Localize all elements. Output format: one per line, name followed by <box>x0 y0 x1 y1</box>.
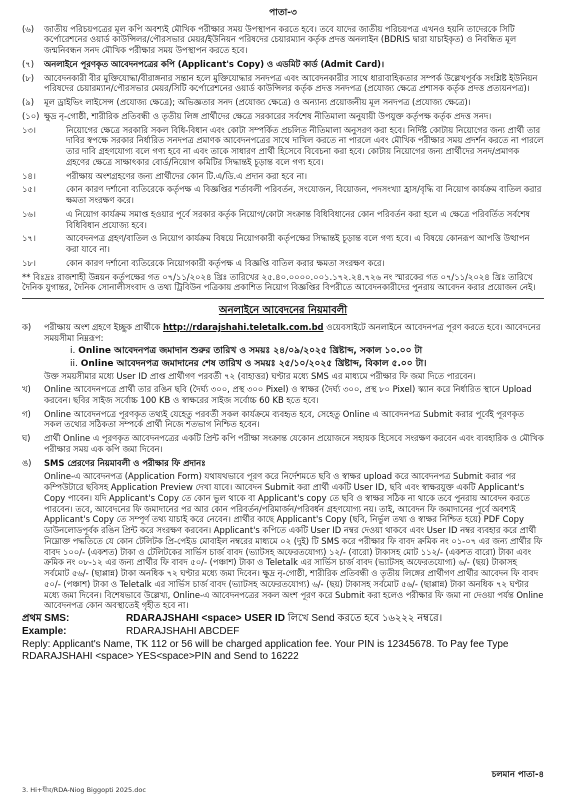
rule-text: Online আবেদনপত্রে প্রার্থী তার রঙিন ছবি (দৈর্ঘ্য ৩০০, প্রস্থ ৩০০ Pixel) ও স্বাক্ষর (দৈর্ঘ্য ৩০০, প্রস্থ ৮০ Pixel) স্ক্যান করে নির্ধারিত স্থানে Upload করবেন। ছবির সাইজ সর্বোচ্চ 100 KB ও স্বাক্ষরের সাইজ সর্বোচ্চ 60 KB হতে হবে। <box>44 384 532 405</box>
list-item <box>22 97 544 108</box>
first-sms-row <box>22 613 544 626</box>
list-item <box>22 73 544 95</box>
rule-text: Online আবেদনপত্রে পূরণকৃত তথ্যই যেহেতু পরবর্তী সকল কার্যক্রমে ব্যবহৃত হবে, সেহেতু Online এ আবেদনপত্র Submit করার পূর্বেই পূরণকৃত সকল তথ্যের সঠিকতা সম্পর্কে প্রার্থী নিজে শতভাগ নিশ্চিত হবেন। <box>44 408 524 430</box>
rule-text-part: ওয়েবসাইটে অনলাইনে আবেদনপত্র পূরণ করতে হবে। আবেদনের সময়সীমা নিম্নরূপ: <box>44 321 541 343</box>
clause-item <box>22 258 544 269</box>
online-rule-item <box>22 322 544 344</box>
online-rule-item <box>22 409 544 431</box>
list-item-text: অনলাইনে পূরণকৃত আবেদনপত্রের কপি (Applicant's Copy) ও এডমিট কার্ড (Admit Card)। <box>44 58 385 69</box>
section-divider <box>22 298 544 299</box>
clause-text: আবেদনপত্র গ্রহণ/বাতিল ও নিয়োগ কার্যক্রম বিষয়ে নিয়োগকারী কর্তৃপক্ষের সিদ্ধান্তই চূড়ান্ত বলে গণ্য হবে। এ বিষয়ে কোনরূপ আপত্তি উত্থাপন করা যাবে না। <box>66 233 530 255</box>
rule-text <box>44 322 544 344</box>
rule-label: ঙ) <box>22 457 32 468</box>
rule-text-part: পরীক্ষায় অংশ গ্রহণে ইচ্ছুক প্রার্থীকে <box>44 321 161 332</box>
rule-text: প্রার্থী Online এ পূরণকৃত আবেদনপত্রের একটি প্রিন্ট কপি পরীক্ষা সংক্রান্ত যেকোন প্রয়োজনে সহায়ক হিসেবে সংরক্ষণ করবেন এবং ব্যবহারিক ও মৌখিক পরীক্ষার সময় এক কপি জমা দিবেন। <box>44 433 544 454</box>
sub-text: Online আবেদনপত্র জমাদানের শেষ তারিখ ও সময়ঃ ২৫/১০/২০২৫ খ্রিষ্টাব্দ, বিকাল ৫.০০ টা। <box>80 358 427 369</box>
clause-item <box>22 171 544 182</box>
list-item-text: জাতীয় পরিচয়পত্রের মূল কপি অবশ্যই মৌখিক পরীক্ষার সময় উপস্থাপন করতে হবে। তবে যাদের জাতীয় পরিচয়পত্র এখনও হয়নি তাদেরকে সিটি কর্পোরেশনের ওয়ার্ড কাউন্সিলর/পৌরসভার মেয়র/ইউনিয়ন পরিষদের চেয়ারম্যান কর্তৃক প্রদত্ত অনলাইন (BDRIS দ্বারা যাচাইকৃত) ও নিবন্ধিত মূল জন্মনিবন্ধন সনদ মৌখিক পরীক্ষার সময় উপস্থাপন করতে হবে। <box>44 23 517 56</box>
clause-item <box>22 209 544 231</box>
sms-fee-instructions: Online-এ আবেদনপত্র (Application Form) যথাযথভাবে পূরণ করে নির্দেশমতে ছবি ও স্বাক্ষর upload করে আবেদনপত্র Submit করার পর কম্পিউটারে ছবিসহ Application Preview দেখা যাবে। আবেদন Submit করা প্রার্থী একটি User ID, ছবি এবং স্বাক্ষরযুক্ত একটি Applicant's Copy পাবেন। যদি Applicant's Copy তে কোন ভুল থাকে বা Applicant's copy তে ছবি ও স্বাক্ষর সঠিক না থাকে তবে পুনরায় আবেদন করতে পারবেন। তবে, আবেদনের ফি জমাদানের পর আর কোন পরিবর্তন/পরিমার্জন/পরিবর্ধন গ্রহণযোগ্য নয়। তাই, আবেদন ফি জমাদানের পূর্বে অবশ্যই Applicant's Copy তে সম্পূর্ণ তথ্য যাচাই করে নেবেন। প্রার্থীর কাছে Applicant's Copy (ছবি, নির্ভুল তথ্য ও স্বাক্ষর নিশ্চিত হয়ে) PDF Copy ডাউনলোডপূর্বক রঙিন প্রিন্ট করে সংরক্ষণ করবেন। Applicant's কপিতে একটি User ID নম্বর দেওয়া থাকবে এবং User ID নম্বর ব্যবহার করে প্রার্থী নিম্নোক্ত পদ্ধতিতে যে কোন টেলিটক প্রি-পেইড মোবাইল নম্বরের মাধ্যমে ০২ (দুই) টি SMS করে পরীক্ষার ফি বাবদ ক্রমিক নং ০১-০৭ এর জন্য প্রার্থীর ফি বাবদ ১০০/- (একশত) টাকা ও টেলিটকের সার্ভিস চার্জ বাবদ (ভ্যাটসহ অফেরতযোগ্য) ১২/- (বারো) টাকাসহ মোট ১১২/- (একশত বারো) টাকা এবং ক্রমিক নং ০৮-১২ এর জন্য প্রার্থীর ফি বাবদ ৫০/- (পঞ্চাশ) টাকা ও Teletalk এর সার্ভিস চার্জ বাবদ (ভ্যাটসহ অফেরতযোগ্য) ৬/- (ছয়) টাকাসহ সর্বমোট ৫৬/- (ছাপ্পান্ন) টাকা অনধিক ৭২ ঘণ্টার মধ্যে জমা দিবেন। ক্ষুদ্র নৃ-গোষ্ঠী, শারীরিক প্রতিবন্ধী ও তৃতীয় লিঙ্গের প্রার্থীগণ প্রার্থীর আবেদন ফি বাবদ ৫০/- (পঞ্চাশ) টাকা ও Teletalk এর সার্ভিস চার্জ বাবদ (ভ্যাটসহ অফেরতযোগ্য) ৬/- (ছয়) টাকাসহ সর্বমোট ৫৬/- (ছাপ্পান্ন) টাকা অনধিক ৭২ ঘণ্টার মধ্যে জমা দিবেন। বিশেষভাবে উল্লেখ্য, Online-এ আবেদনপত্রের সকল অংশ পূরণ করে Submit করা হলেও পরীক্ষার ফি জমা না দেওয়া পর্যন্ত Online আবেদনপত্র কোন অবস্থাতেই গৃহীত হবে না। <box>44 471 544 611</box>
list-item <box>22 111 544 122</box>
sub-text: Online আবেদনপত্র জমাদান শুরুর তারিখ ও সময়ঃ ২৪/০৯/২০২৫ খ্রিষ্টাব্দ, সকাল ১০.০০ টা <box>78 346 423 357</box>
online-rule-item <box>22 433 544 455</box>
rule-label: ক) <box>22 321 32 332</box>
application-end-time <box>70 359 544 371</box>
list-item-text: মূল ড্রাইভিং লাইসেন্স (প্রযোজ্য ক্ষেত্রে); অভিজ্ঞতার সনদ (প্রযোজ্য ক্ষেত্রে) ও অন্যান্য প্রয়োজনীয় মূল সনদপত্র (প্রযোজ্য ক্ষেত্রে)। <box>44 97 471 108</box>
reply-row <box>22 639 544 665</box>
list-item-text: আবেদনকারী বীর মুক্তিযোদ্ধা/বীরাঙ্গনার সন্তান হলে মুক্তিযোদ্ধার সনদপত্র এবং আবেদনকারীর সাথে ধারাবাহিকতার সম্পর্ক উল্লেখপূর্বক সংশ্লিষ্ট ইউনিয়ন পরিষদের চেয়ারম্যান/পৌরসভার মেয়র/সিটি কর্পোরেশনের ওয়ার্ড কাউন্সিলর কর্তৃক প্রদত্ত সনদপত্র (প্রযোজ্য ক্ষেত্রে প্রশাসক কর্তৃক প্রদত্ত প্রত্যয়নপত্র)। <box>44 72 538 94</box>
rule-label: খ) <box>22 384 31 395</box>
special-note: ** বিঃদ্রঃ রাজশাহী উন্নয়ন কর্তৃপক্ষের গত ০৭/১১/২০২৪ খ্রিঃ তারিখের ২৫.৪০.০০০০.০০১.১৭২.২৪.৭২৬ নং স্মারকের গত ০৭/১১/২০২৪ খ্রিঃ তারিখে দৈনিক যুগান্তর, দৈনিক সোনালীসংবাদ ও তথ্য ট্রিবিউন পত্রিকায় প্রকাশিত নিয়োগ বিজ্ঞপ্তির বিপরীতে আবেদনকারীদের পুনরায় আবেদন করার প্রয়োজন নেই। <box>22 271 536 293</box>
clause-item <box>22 233 544 255</box>
sms-instruction-block <box>22 613 544 664</box>
sub-label: i. <box>70 346 76 357</box>
sms-command: RDARAJSHAHI <space> USER ID <box>126 613 285 625</box>
numbered-clauses <box>22 125 544 269</box>
list-item-label: (৮) <box>22 72 34 83</box>
clause-item <box>22 125 544 168</box>
online-rule-item <box>22 384 544 406</box>
clause-number: ১৮। <box>22 257 36 268</box>
clause-text: কোন কারণ দর্শানো ব্যতিরেকে কর্তৃপক্ষ এ বিজ্ঞপ্তির শর্তাবলী পরিবর্তন, সংযোজন, বিয়োজন, পদসংখ্যা হ্রাস/বৃদ্ধি বা নিয়োগ কার্যক্রম বাতিল করার ক্ষমতা সংরক্ষণ করে। <box>66 184 542 206</box>
clause-text: পরীক্ষায় অংশগ্রহণের জন্য প্রার্থীদের কোন টি.এ/ডি.এ প্রদান করা হবে না। <box>66 170 308 181</box>
clause-text: নিয়োগের ক্ষেত্রে সরকারি সকল বিধি-বিধান এবং কোটা সম্পর্কিত প্রচলিত নীতিমালা অনুসরণ করা হবে। নির্দিষ্ট কোটায় নিয়োগের জন্য প্রার্থী তার দাবির স্বপক্ষে সরকার নির্ধারিত সনদপত্র প্রমাণক আবেদনপত্রের সাথে দাখিল করতে না পারলে এবং মৌখিক পরীক্ষার সময় প্রদর্শন করতে না পারলে তার দাবি গ্রহণযোগ্য বলে গণ্য হবে না এবং তাকে সাধারণ প্রার্থী হিসেবে বিবেচনা করা হবে। কোটায় নিয়োগের জন্য প্রার্থীদের সনদ/প্রমাণক গ্রহণের ক্ষেত্রে সাক্ষাৎকার বোর্ড/নিয়োগ কমিটির সিদ্ধান্তই চূড়ান্ত বলে গণ্য হবে। <box>66 124 544 167</box>
application-start-time <box>70 346 544 358</box>
fee-window-note: উক্ত সময়সীমার মধ্যে User ID প্রাপ্ত প্রার্থীগণ পরবর্তী ৭২ (বাহাত্তর) ঘণ্টার মধ্যে SMS এর মাধ্যমে পরীক্ষার ফি জমা দিতে পারবেন। <box>44 371 476 382</box>
clause-item <box>22 184 544 206</box>
rule-label: গ) <box>22 408 31 419</box>
first-sms-command <box>126 613 544 626</box>
list-item <box>22 24 544 56</box>
clause-text: এ নিয়োগ কার্যক্রম সমাপ্ত হওয়ার পূর্বে সরকার কর্তৃক নিয়োগ/কোটা সংক্রান্ত বিধিবিধানের কোন পরিবর্তন করা হলে এ ক্ষেত্রে পরিবর্তিত সর্বশেষ বিধিবিধান প্রযোজ্য হবে। <box>66 208 530 230</box>
rule-text: SMS প্রেরণের নিয়মাবলী ও পরীক্ষার ফি প্রদানঃ <box>44 457 206 468</box>
list-item-label: (৯) <box>22 97 34 108</box>
document-list-top <box>22 24 544 122</box>
clause-number: ১৫। <box>22 184 36 195</box>
online-rule-item <box>22 458 544 469</box>
list-item <box>22 59 544 70</box>
application-website-link[interactable]: http://rdarajshahi.teletalk.com.bd <box>162 321 324 332</box>
reply-text: Reply: Applicant's Name, TK 112 or 56 will be charged application fee. Your PIN is 12345678. To Pay fee Type RDARAJSHAHI <space> YES<space>PIN and Send to 16222 <box>22 638 509 663</box>
example-value: RDARAJSHAHI ABCDEF <box>126 625 240 637</box>
online-application-heading: অনলাইনে আবেদনের নিয়মাবলী <box>218 305 348 317</box>
clause-text: কোন কারণ দর্শানো ব্যতিরেকে নিয়োগকারী কর্তৃপক্ষ এ বিজ্ঞপ্তি বাতিল করার ক্ষমতা সংরক্ষণ করে। <box>66 257 385 268</box>
continued-page-label: চলমান পাতা-৪ <box>491 770 544 780</box>
footer-file-path: 3. Hi+ধীর/RDA-Niog Biggopti 2025.doc <box>22 786 146 794</box>
clause-number: ১৭। <box>22 233 36 244</box>
sms-send-to: লিখে Send করতে হবে ১৬২২২ নম্বরে। <box>287 613 443 625</box>
clause-number: ১৪। <box>22 170 36 181</box>
clause-number: ১৬। <box>22 208 36 219</box>
sub-label: ii. <box>70 358 78 369</box>
rule-label: ঘ) <box>22 433 31 444</box>
example-row <box>22 626 544 639</box>
page-number: পাতা-৩ <box>269 8 297 18</box>
clause-number: ১৩। <box>22 124 36 135</box>
list-item-label: (৬) <box>22 23 34 34</box>
first-sms-label: প্রথম SMS: <box>22 613 70 625</box>
example-label: Example: <box>22 625 67 637</box>
list-item-label: (৭) <box>22 58 34 69</box>
list-item-label: (১০) <box>22 110 40 121</box>
list-item-text: ক্ষুদ্র নৃ-গোষ্ঠী, শারীরিক প্রতিবন্ধী ও তৃতীয় লিঙ্গ প্রার্থীদের ক্ষেত্রে সরকারের সর্বশেষ নীতিমালা অনুযায়ী উপযুক্ত কর্তৃপক্ষ কর্তৃক প্রদত্ত সনদ। <box>44 110 492 121</box>
